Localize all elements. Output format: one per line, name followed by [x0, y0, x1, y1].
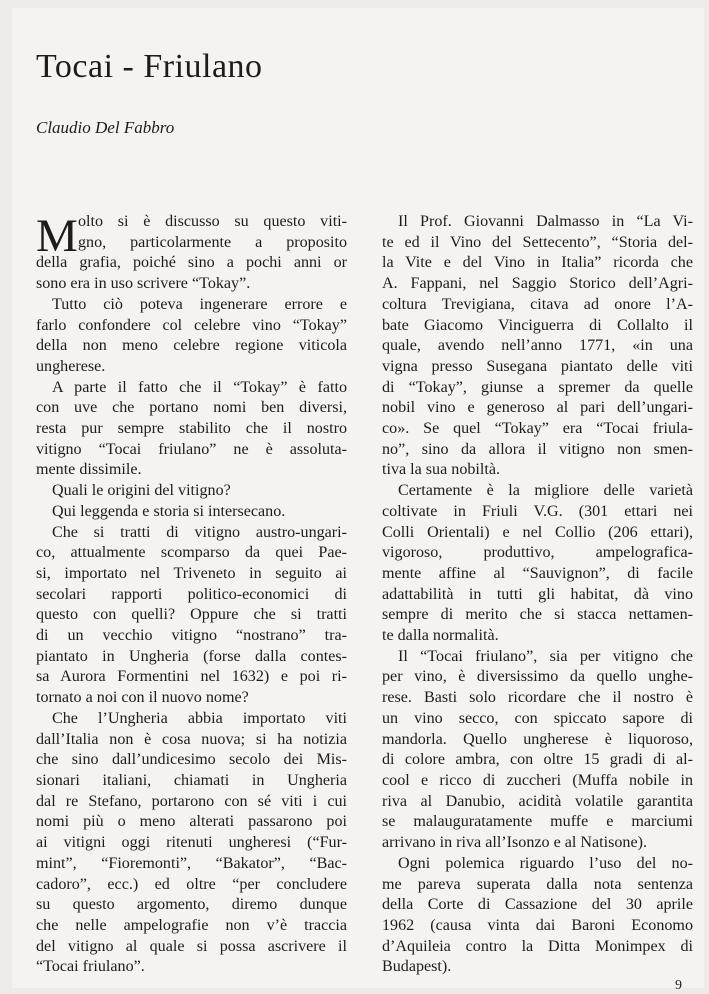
- text-line: mint”, “Fioremonti”, “Bakator”, “Bac-: [36, 854, 347, 872]
- text-line: ungherese.: [36, 357, 106, 375]
- text-line: di un vecchio vitigno “nostrano” tra-: [36, 627, 347, 645]
- text-line: arrivano in riva all’Isonzo e al Natisone).: [382, 834, 647, 852]
- text-line: dall’Italia non è cosa nuova; si ha notizia: [36, 730, 347, 748]
- text-line: nobil vino e generoso al pari dell’ungari-: [382, 399, 693, 417]
- opening-paragraph: [36, 210, 347, 262]
- text-line: ai vitigni oggi ritenuti ungheresi (“Fur-: [36, 834, 347, 852]
- text-line: co, attualmente scomparso da quei Pae-: [36, 544, 347, 562]
- text-line: vigoroso, produttivo, ampelografica-: [382, 544, 693, 562]
- text-line: te ed il Vino del Settecento”, “Storia del-: [382, 233, 693, 251]
- text-line: mente affine al “Sauvignon”, di facile: [382, 564, 693, 582]
- text-line: dal re Stefano, portarono con sé viti i cui: [36, 792, 347, 810]
- text-line: no”, sino da allora il vitigno non smen-: [382, 440, 693, 458]
- text-line: si, importato nel Triveneto in seguito ai: [36, 564, 347, 582]
- text-line: Quali le origini del vitigno?: [52, 482, 231, 500]
- text-line: del vitigno al quale si possa ascrivere il: [36, 937, 347, 955]
- text-line: secolari rapporti politico-economici di: [36, 585, 347, 603]
- text-line: Il “Tocai friulano”, sia per vitigno che: [398, 647, 693, 665]
- text-line: Certamente è la migliore delle varietà: [398, 482, 693, 500]
- text-line: olto si è discusso su questo viti-: [78, 213, 347, 230]
- text-line: tiva la sua nobiltà.: [382, 461, 500, 479]
- text-line: Budapest).: [382, 958, 452, 976]
- text-line: gno, particolarmente a proposito: [78, 233, 347, 251]
- text-line: di colore ambra, con oltre 15 gradi di al-: [382, 751, 693, 769]
- text-line: A. Fappani, nel Saggio Storico dell’Agri-: [382, 275, 693, 293]
- text-line: per vino, è diversissimo da quello unghe-: [382, 668, 693, 686]
- text-line: te dalla normalità.: [382, 627, 499, 645]
- text-line: piantato in Ungheria (forse dalla contes-: [36, 647, 347, 665]
- text-line: riva al Danubio, acidità volatile garantita: [382, 792, 693, 810]
- text-line: tornato a noi con il nuovo nome?: [36, 689, 249, 707]
- text-line: coltivate in Friuli V.G. (301 ettari nei: [382, 502, 693, 520]
- magazine-page: [12, 8, 704, 993]
- text-line: sionari italiani, chiamati in Ungheria: [36, 771, 347, 789]
- article-title: Tocai - Friulano: [36, 48, 263, 85]
- text-line: la Vite e del Vino in Italia” ricorda che: [382, 254, 693, 272]
- text-line: 1962 (causa vinta dai Baroni Economo: [382, 916, 693, 934]
- text-line: di “Tokay”, giunse a spremer da quelle: [382, 378, 693, 396]
- text-line: che nelle ampelografie non v’è traccia: [36, 916, 347, 934]
- text-line: bate Giacomo Vinciguerra di Collalto il: [382, 316, 693, 334]
- text-line: quale, avendo nell’anno 1771, «in una: [382, 337, 693, 355]
- text-line: farlo confondere col celebre vino “Tokay”: [36, 316, 347, 334]
- text-line: Colli Orientali) e nel Collio (206 ettari),: [382, 523, 693, 541]
- text-line: mandorla. Quello ungherese è liquoroso,: [382, 730, 693, 748]
- text-line: Che si tratti di vitigno austro-ungari-: [52, 523, 347, 541]
- text-line: rese. Basti solo ricordare che il nostro è: [382, 689, 693, 707]
- text-line: vitigno “Tocai friulano” ne è assoluta-: [36, 440, 347, 458]
- text-line: se malauguratamente muffe e marciumi: [382, 813, 693, 831]
- text-line: vigna presso Susegana piantato delle viti: [382, 357, 693, 375]
- text-line: su questo argomento, diremo dunque: [36, 896, 347, 914]
- text-line: che sino dall’undicesimo secolo dei Mis-: [36, 751, 347, 769]
- text-line: me pareva superata dalla nota sentenza: [382, 875, 693, 893]
- text-line: Ogni polemica riguardo l’uso del no-: [398, 854, 693, 872]
- text-line: cool e ricco di zuccheri (Muffa nobile in: [382, 771, 693, 789]
- text-line: della grafia, poiché sino a pochi anni or: [36, 254, 347, 272]
- text-line: nomi più o meno alterati passarono poi: [36, 813, 347, 831]
- text-line: mente dissimile.: [36, 461, 142, 479]
- article-author: Claudio Del Fabbro: [36, 118, 175, 137]
- text-line: un vino secco, con spiccato sapore di: [382, 709, 693, 727]
- text-line: sono era in uso scrivere “Tokay”.: [36, 275, 251, 293]
- text-line: Qui leggenda e storia si intersecano.: [52, 502, 286, 520]
- text-line: Che l’Ungheria abbia importato viti: [52, 709, 347, 727]
- text-line: della Corte di Cassazione del 30 aprile: [382, 896, 693, 914]
- text-line: “Tocai friulano”.: [36, 958, 145, 976]
- text-line: resta pur sempre stabilito che il nostro: [36, 420, 347, 438]
- text-line: Tutto ciò poteva ingenerare errore e: [52, 295, 347, 313]
- text-line: della non meno celebre regione viticola: [36, 337, 347, 355]
- drop-cap: M: [36, 210, 78, 262]
- left-column: [36, 212, 347, 978]
- text-line: cadoro”, ecc.) ed oltre “per concludere: [36, 875, 347, 893]
- text-line: adattabilità in tutti gli habitat, dà vino: [382, 585, 693, 603]
- text-line: questo con quelli? Oppure che si tratti: [36, 606, 347, 624]
- text-line: d’Aquileia contro la Ditta Monimpex di: [382, 937, 693, 955]
- text-line: Il Prof. Giovanni Dalmasso in “La Vi-: [398, 213, 693, 230]
- text-line: sempre di merito che si stacca nettamen-: [382, 606, 693, 624]
- text-line: A parte il fatto che il “Tokay” è fatto: [52, 378, 347, 396]
- page-number: 9: [675, 978, 682, 993]
- right-column: [382, 212, 693, 978]
- text-line: co». Se quel “Tokay” era “Tocai friula-: [382, 420, 693, 438]
- text-line: sa Aurora Formentini nel 1632) e poi ri-: [36, 668, 347, 686]
- text-line: coltura Trevigiana, citava ad onore l’A-: [382, 295, 693, 313]
- text-line: con uve che portano nomi ben diversi,: [36, 399, 347, 417]
